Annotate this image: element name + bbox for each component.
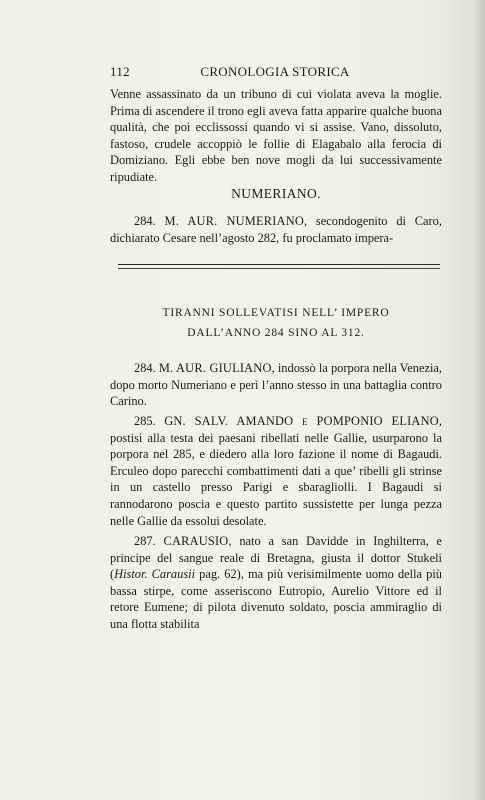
- intro-paragraph: Venne assassinato da un tribuno di cui violata aveva la moglie. Prima di ascendere il trono egli aveva fatta apparire qualche buona qualità, che poi ecclissossi quando vi si assise. Vano, dissoluto, fastoso, crudele accoppiò le follie di Elagabalo alla ferocia di Domiziano. Egli ebbe ben nove mogli da lui successivamente ripudiate.: [110, 87, 442, 184]
- entry-text: , postisi alla testa dei paesani ribellati nelle Gallie, usurparono la porpora nel 285, e diedero alla loro fazione il nome di Bagaudi. Erculeo dopo parecchi combattimenti dati a que’ ribelli gli strinse in un castello presso Parigi e sbaragliolli. I Bagaudi si rannodarono poscia e questo partito sussistette per lunga pezza nelle Gallie da essolui desolate.: [110, 414, 442, 528]
- entry-name: CARAUSIO: [163, 534, 229, 548]
- entry-text-cont: pag. 62), ma più verisimilmente uomo della più bassa stirpe, come asseriscono Eutropio, Aurelio Vittore ed il retore Eumene; di pilota divenuto soldato, poscia ammiraglio di una flotta stabilita: [110, 567, 442, 631]
- entry-text: , indossò la porpora nella Venezia, dopo morto Numeriano e perì l’anno stesso in una battaglia contro Carino.: [110, 361, 442, 409]
- entry-number: 284.: [134, 214, 156, 228]
- entry-name: M. AUR. GIULIANO: [158, 361, 272, 375]
- section-title-line-2: DALL’ANNO 284 SINO AL 312.: [187, 327, 365, 339]
- entry-giuliano: [110, 360, 442, 410]
- entry-number: 285.: [134, 414, 156, 428]
- entry-carausio: [110, 533, 442, 633]
- section-heading-numeriano: NUMERIANO.: [231, 186, 321, 201]
- entry-number: 284.: [134, 361, 156, 375]
- section-title-line-1: TIRANNI SOLLEVATISI NELL’ IMPERO: [162, 307, 390, 319]
- entry-name: GN. SALV. AMANDO e POMPONIO ELIANO: [164, 414, 439, 428]
- page-number: 112: [110, 64, 130, 79]
- section-divider: [118, 264, 440, 265]
- section-divider-thin: [118, 268, 440, 269]
- entry-text: , secondogenito di Caro, dichiarato Cesare nell’agosto 282, fu proclamato impera-: [110, 214, 442, 245]
- entry-amando-eliano: [110, 413, 442, 529]
- entry-text: , nato a san Davidde in Inghilterra, e principe del sangue reale di Bretagna, giusta il dottor Stukeli (: [110, 534, 442, 582]
- running-title: CRONOLOGIA STORICA: [200, 64, 350, 79]
- page-edge: [471, 0, 485, 800]
- citation: Histor. Carausii: [114, 567, 196, 582]
- page-header: [110, 64, 440, 80]
- entry-number: 287.: [134, 534, 156, 548]
- entry-name: M. AUR. NUMERIANO: [164, 214, 304, 228]
- section-title-tiranni: [110, 303, 442, 343]
- entry-numeriano: [110, 213, 442, 246]
